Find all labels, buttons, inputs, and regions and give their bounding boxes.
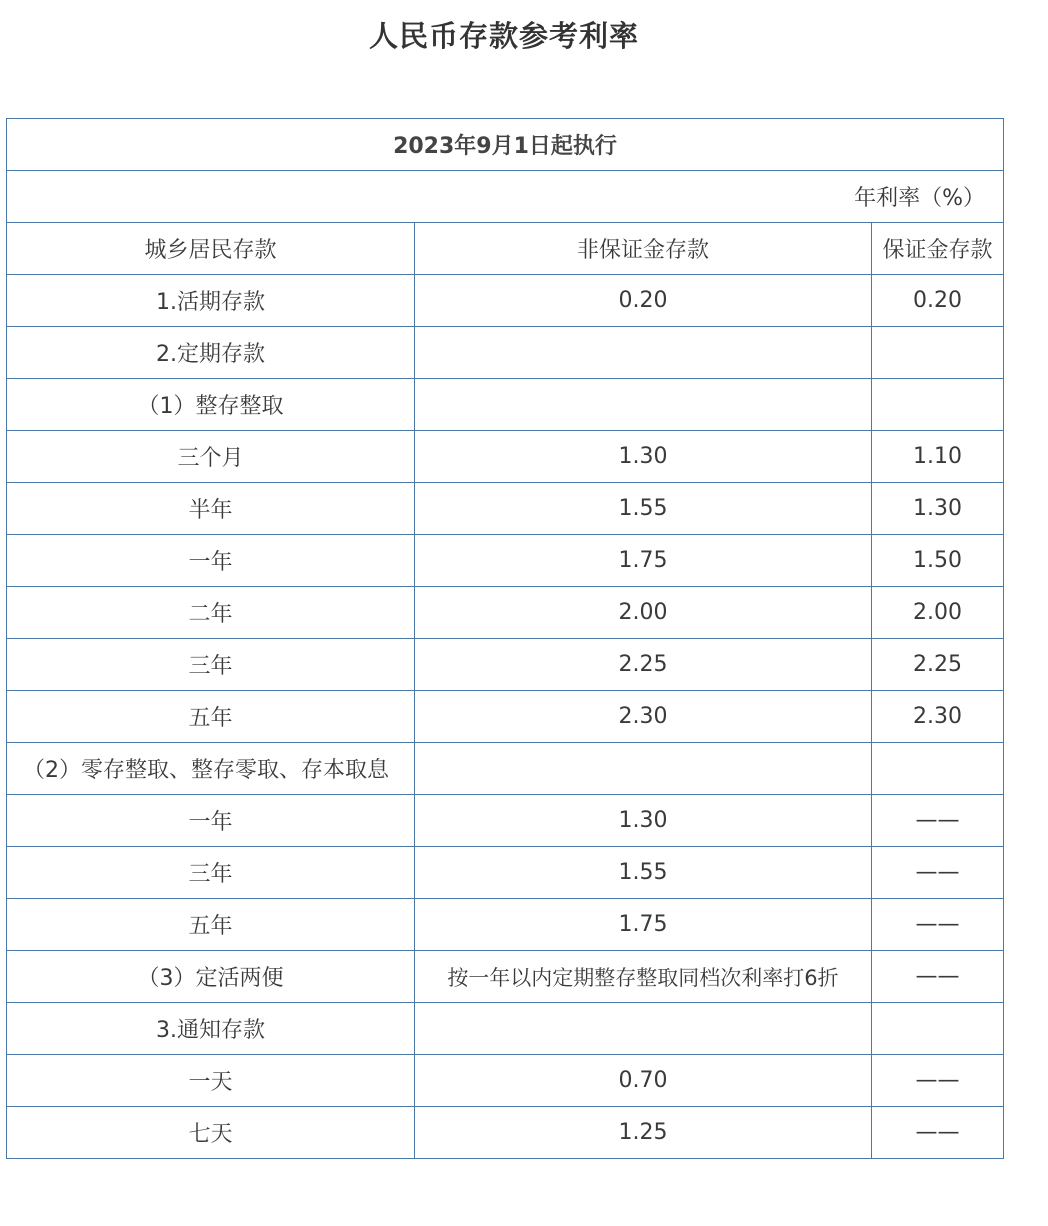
guarantee-rate: 1.50 <box>872 535 1004 587</box>
non-guarantee-rate <box>415 379 872 431</box>
table-row <box>7 1107 1004 1159</box>
row-label: 半年 <box>7 483 415 535</box>
row-label: （1）整存整取 <box>7 379 415 431</box>
non-guarantee-rate <box>415 327 872 379</box>
guarantee-rate: —— <box>872 1107 1004 1159</box>
table-row <box>7 275 1004 327</box>
table-row <box>7 1055 1004 1107</box>
row-label: 一年 <box>7 535 415 587</box>
table-row <box>7 327 1004 379</box>
non-guarantee-rate: 2.25 <box>415 639 872 691</box>
non-guarantee-rate <box>415 743 872 795</box>
guarantee-rate: —— <box>872 847 1004 899</box>
table-row <box>7 899 1004 951</box>
guarantee-rate: 1.30 <box>872 483 1004 535</box>
guarantee-rate <box>872 743 1004 795</box>
guarantee-rate: —— <box>872 899 1004 951</box>
table-row <box>7 535 1004 587</box>
guarantee-rate <box>872 1003 1004 1055</box>
non-guarantee-rate <box>415 1003 872 1055</box>
guarantee-rate: 0.20 <box>872 275 1004 327</box>
guarantee-rate <box>872 327 1004 379</box>
table-row <box>7 639 1004 691</box>
table-row <box>7 795 1004 847</box>
header-category: 城乡居民存款 <box>7 223 415 275</box>
row-label: 三年 <box>7 847 415 899</box>
guarantee-rate: 2.30 <box>872 691 1004 743</box>
guarantee-rate: —— <box>872 1055 1004 1107</box>
row-label: 2.定期存款 <box>7 327 415 379</box>
row-label: 1.活期存款 <box>7 275 415 327</box>
guarantee-rate: —— <box>872 795 1004 847</box>
guarantee-rate: 1.10 <box>872 431 1004 483</box>
non-guarantee-rate: 1.55 <box>415 483 872 535</box>
row-label: 七天 <box>7 1107 415 1159</box>
table-row <box>7 847 1004 899</box>
row-label: 一天 <box>7 1055 415 1107</box>
header-guarantee: 保证金存款 <box>872 223 1004 275</box>
table-row <box>7 1003 1004 1055</box>
row-label: （3）定活两便 <box>7 951 415 1003</box>
header-non-guarantee: 非保证金存款 <box>415 223 872 275</box>
guarantee-rate: 2.25 <box>872 639 1004 691</box>
rates-table <box>6 118 1004 1159</box>
guarantee-rate: 2.00 <box>872 587 1004 639</box>
table-row <box>7 483 1004 535</box>
row-label: （2）零存整取、整存零取、存本取息 <box>7 743 415 795</box>
rate-unit: 年利率（%） <box>7 171 1004 223</box>
row-label: 一年 <box>7 795 415 847</box>
table-row <box>7 379 1004 431</box>
table-row <box>7 431 1004 483</box>
non-guarantee-rate: 1.75 <box>415 535 872 587</box>
header-row <box>7 223 1004 275</box>
table-row <box>7 743 1004 795</box>
non-guarantee-rate: 1.30 <box>415 795 872 847</box>
non-guarantee-rate: 1.75 <box>415 899 872 951</box>
table-row <box>7 691 1004 743</box>
non-guarantee-rate: 0.20 <box>415 275 872 327</box>
page-title: 人民币存款参考利率 <box>368 19 639 53</box>
table-row <box>7 587 1004 639</box>
non-guarantee-rate: 1.25 <box>415 1107 872 1159</box>
guarantee-rate: —— <box>872 951 1004 1003</box>
row-label: 二年 <box>7 587 415 639</box>
row-label: 三年 <box>7 639 415 691</box>
row-label: 五年 <box>7 691 415 743</box>
non-guarantee-rate: 0.70 <box>415 1055 872 1107</box>
non-guarantee-rate: 1.30 <box>415 431 872 483</box>
non-guarantee-rate: 按一年以内定期整存整取同档次利率打6折 <box>415 951 872 1003</box>
table-row <box>7 951 1004 1003</box>
non-guarantee-rate: 2.30 <box>415 691 872 743</box>
date-row <box>7 119 1004 171</box>
non-guarantee-rate: 1.55 <box>415 847 872 899</box>
unit-row <box>7 171 1004 223</box>
effective-date: 2023年9月1日起执行 <box>7 119 1004 171</box>
guarantee-rate <box>872 379 1004 431</box>
row-label: 三个月 <box>7 431 415 483</box>
row-label: 五年 <box>7 899 415 951</box>
row-label: 3.通知存款 <box>7 1003 415 1055</box>
non-guarantee-rate: 2.00 <box>415 587 872 639</box>
